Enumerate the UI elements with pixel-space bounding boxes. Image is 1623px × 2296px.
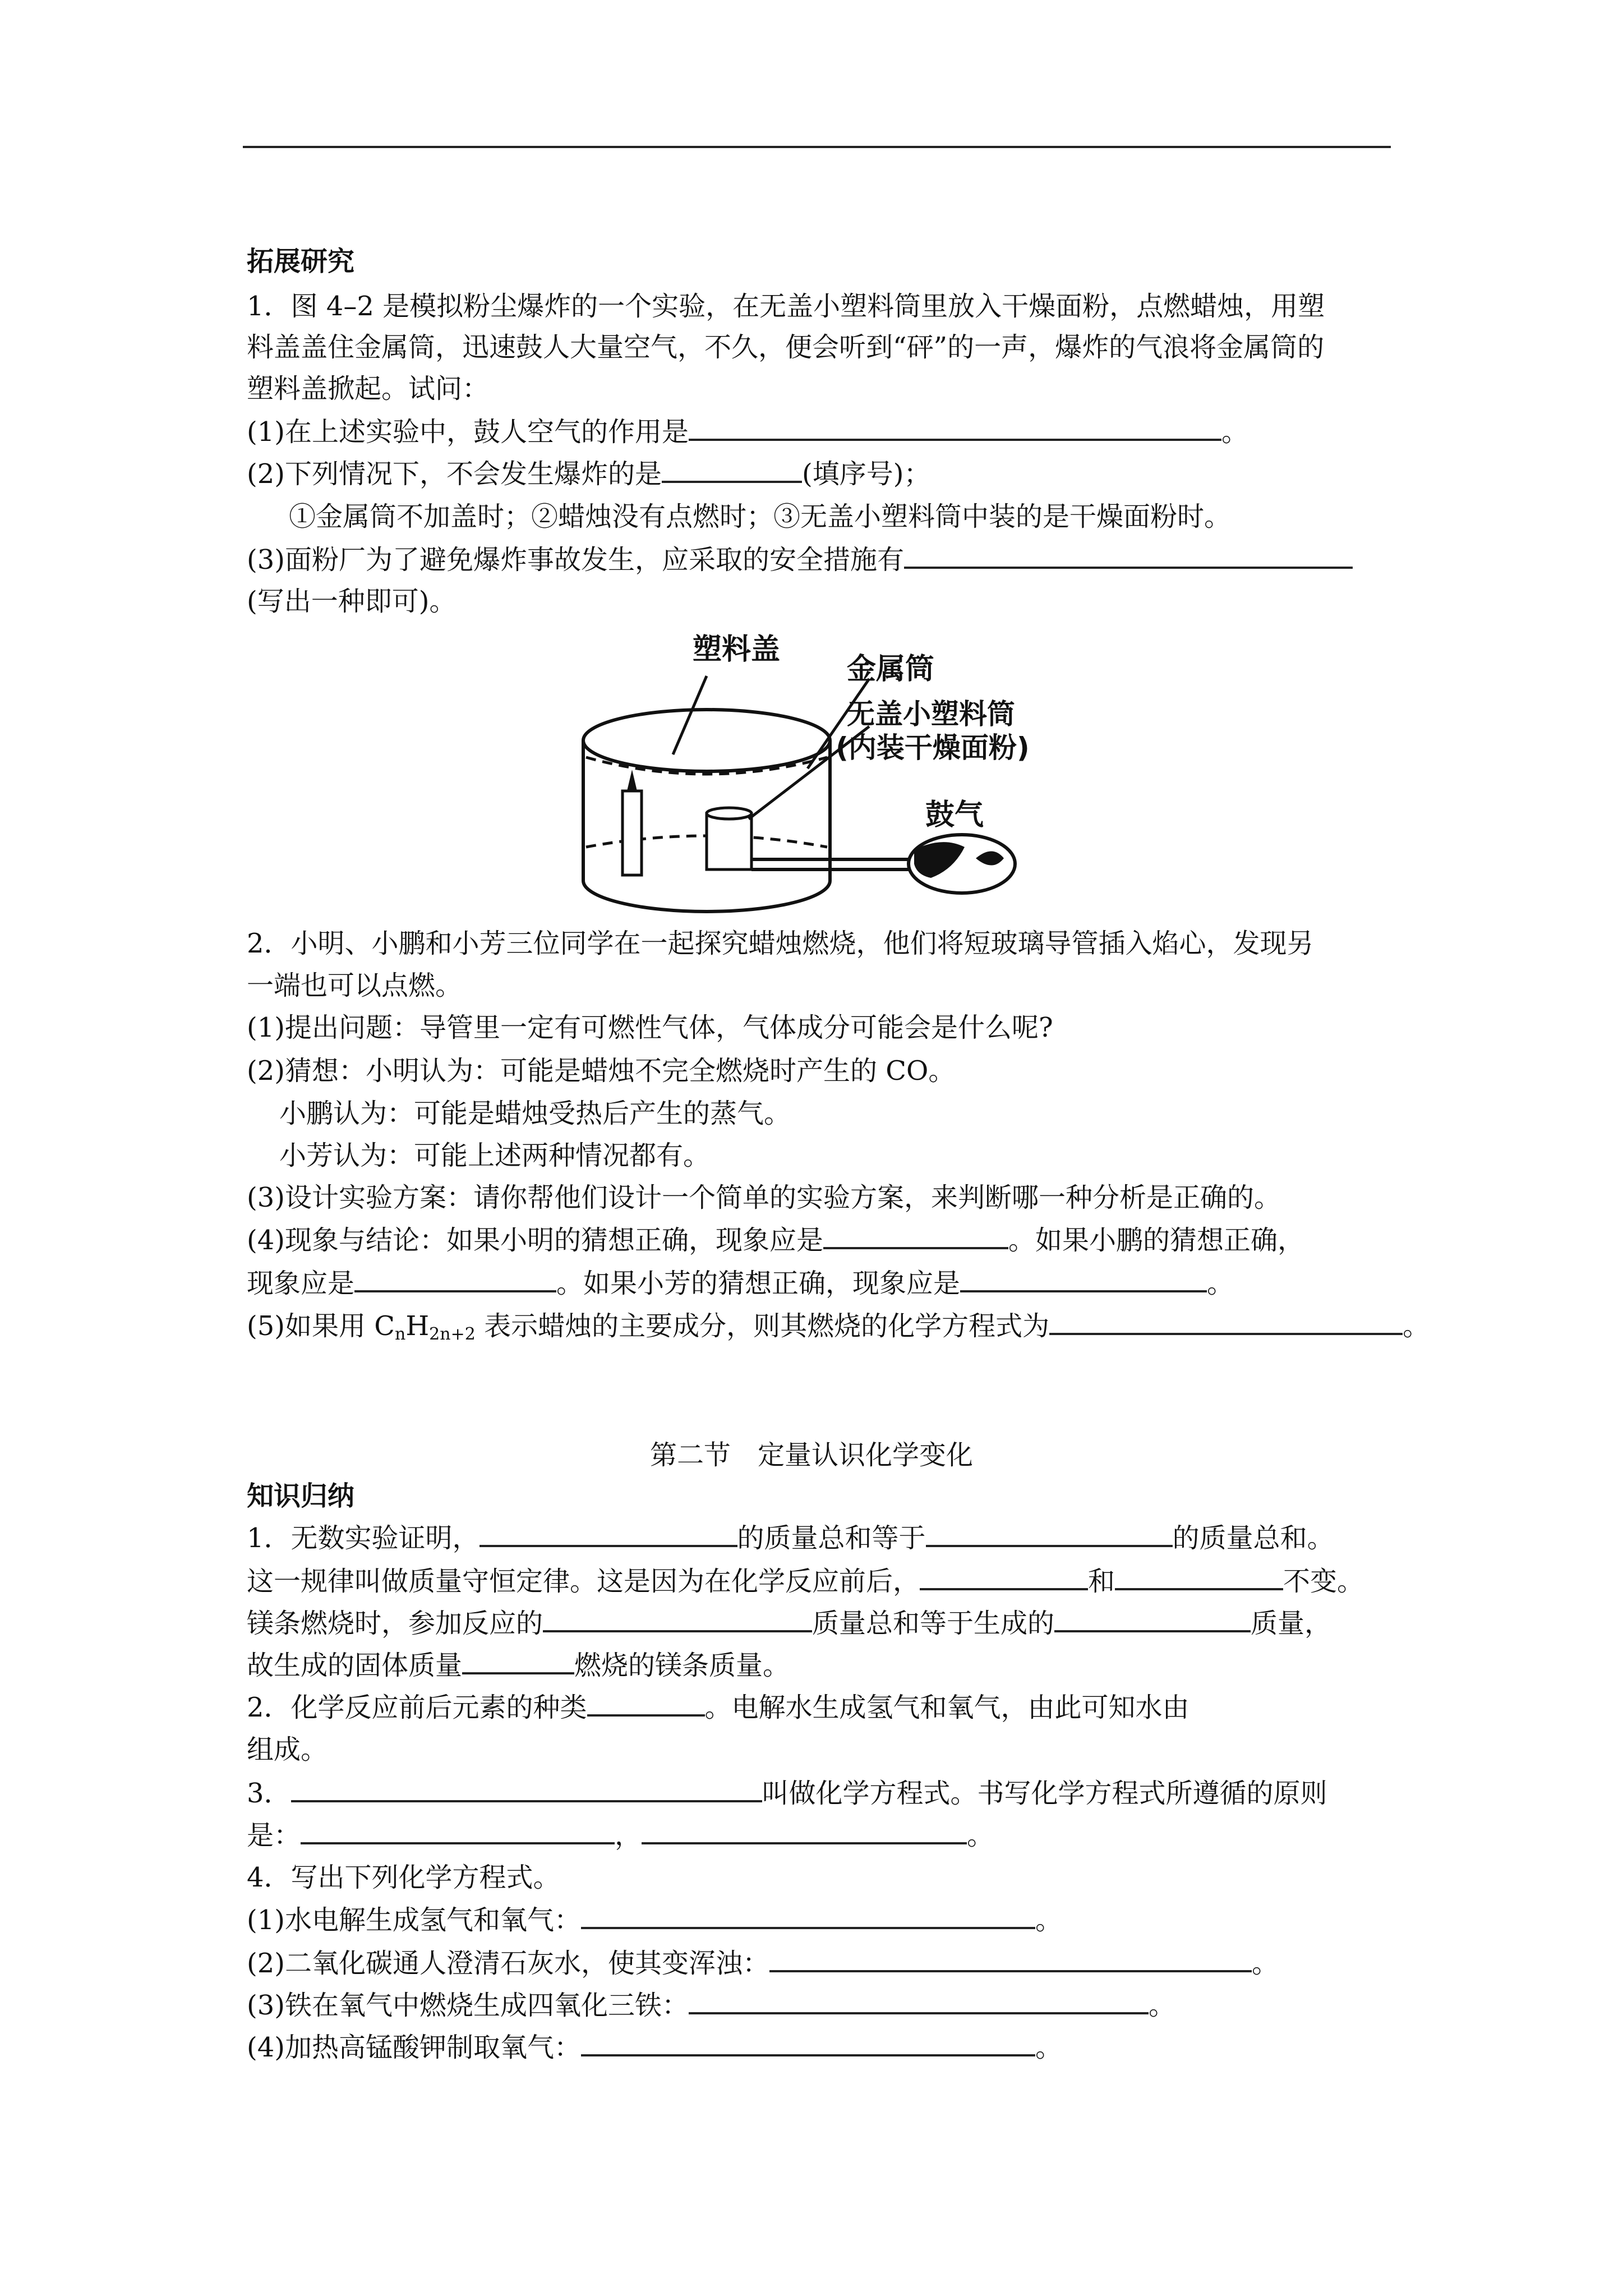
q1-part3-line2: (写出一种即可)。 — [247, 586, 457, 617]
k2-line2: 组成。 — [247, 1734, 328, 1765]
k4-heading: 4．写出下列化学方程式。 — [247, 1862, 560, 1893]
k1-line4: 故生成的固体质量 燃烧的镁条质量。 — [247, 1650, 790, 1681]
dust-explosion-figure — [572, 623, 1077, 914]
k4-item2: (2)二氧化碳通人澄清石灰水，使其变浑浊： 。 — [247, 1948, 1279, 1979]
candle — [623, 791, 642, 875]
section2-heading: 知识归纳 — [247, 1480, 355, 1512]
q1-line2: 料盖盖住金属筒，迅速鼓人大量空气，不久，便会听到“砰”的一声，爆炸的气浪将金属筒的 — [247, 332, 1325, 363]
k4-item1: (1)水电解生成氢气和氧气： 。 — [247, 1904, 1063, 1936]
answer-blank[interactable] — [920, 1565, 1088, 1590]
answer-blank[interactable] — [689, 1989, 1149, 2014]
q1-line3: 塑料盖掀起。试问： — [247, 373, 490, 404]
section-heading-extension: 拓展研究 — [247, 246, 355, 277]
answer-blank[interactable] — [689, 415, 1221, 441]
answer-blank[interactable] — [462, 1649, 574, 1674]
top-rule — [243, 146, 1391, 148]
q2-part4-line2: 现象应是 。如果小芳的猜想正确，现象应是 。 — [247, 1268, 1234, 1299]
answer-blank[interactable] — [581, 2031, 1035, 2056]
q2-part5: (5)如果用 $C_nH_{2n+2}$ 表示蜡烛的主要成分，则其燃烧的化学方程式为 。 — [247, 1310, 1430, 1344]
apparatus-diagram — [572, 623, 1077, 914]
label-metal-can: 金属筒 — [847, 652, 935, 686]
answer-blank[interactable] — [662, 457, 802, 483]
q1-part1: (1)在上述实验中，鼓人空气的作用是 。 — [247, 416, 1249, 448]
answer-blank[interactable] — [587, 1691, 705, 1717]
k3-line1: 3． 叫做化学方程式。书写化学方程式所遵循的原则 — [247, 1778, 1327, 1809]
section2-title: 第二节 定量认识化学变化 — [649, 1439, 973, 1471]
answer-blank[interactable] — [479, 1521, 737, 1547]
q2-part2-c: 小芳认为：可能上述两种情况都有。 — [279, 1140, 711, 1171]
q1-line1: 1．图 4–2 是模拟粉尘爆炸的一个实验，在无盖小塑料筒里放入干燥面粉，点燃蜡烛，用塑 — [247, 291, 1325, 322]
answer-blank[interactable] — [904, 543, 1353, 569]
q2-part2: (2)猜想：小明认为：可能是蜡烛不完全燃烧时产生的 CO。 — [247, 1055, 956, 1087]
q2-line2: 一端也可以点燃。 — [247, 970, 463, 1001]
k2-line1: 2．化学反应前后元素的种类 。电解水生成氢气和氧气，由此可知水由 — [247, 1692, 1189, 1723]
answer-blank[interactable] — [581, 1903, 1035, 1929]
answer-blank[interactable] — [960, 1267, 1207, 1292]
label-plastic-cup: 无盖小塑料筒 — [847, 698, 1015, 730]
answer-blank[interactable] — [823, 1223, 1008, 1249]
k1-line3: 镁条燃烧时，参加反应的 质量总和等于生成的 质量， — [247, 1608, 1332, 1639]
answer-blank[interactable] — [354, 1267, 556, 1292]
label-air-pump: 鼓气 — [925, 798, 984, 832]
q1-part3: (3)面粉厂为了避免爆炸事故发生，应采取的安全措施有 — [247, 543, 1353, 576]
plastic-cup — [707, 813, 751, 869]
q2-part4: (4)现象与结论：如果小明的猜想正确，现象应是 。如果小鹏的猜想正确， — [247, 1225, 1305, 1256]
q1-part2-options: ①金属筒不加盖时；②蜡烛没有点燃时；③无盖小塑料筒中装的是干燥面粉时。 — [289, 501, 1232, 532]
answer-blank[interactable] — [1054, 1607, 1251, 1632]
can-bottom-arc — [583, 881, 830, 912]
q2-part3: (3)设计实验方案：请你帮他们设计一个简单的实验方案，来判断哪一种分析是正确的。 — [247, 1182, 1281, 1213]
label-flour-inside: (内装干燥面粉) — [836, 731, 1030, 764]
q2-part2-b: 小鹏认为：可能是蜡烛受热后产生的蒸气。 — [279, 1098, 791, 1129]
k1-line1: 1．无数实验证明， 的质量总和等于 的质量总和。 — [247, 1522, 1334, 1554]
answer-blank[interactable] — [769, 1947, 1252, 1972]
answer-blank[interactable] — [1115, 1565, 1283, 1590]
answer-blank[interactable] — [1049, 1309, 1403, 1335]
answer-blank[interactable] — [291, 1777, 762, 1802]
k4-item4: (4)加热高锰酸钾制取氧气： 。 — [247, 2032, 1063, 2063]
q2-line1: 2．小明、小鹏和小芳三位同学在一起探究蜡烛燃烧，他们将短玻璃导管插入焰心，发现另 — [247, 928, 1314, 959]
label-plastic-lid: 塑料盖 — [693, 633, 781, 666]
k4-item3: (3)铁在氧气中燃烧生成四氧化三铁： 。 — [247, 1990, 1176, 2021]
candle-flame — [627, 770, 637, 791]
answer-blank[interactable] — [926, 1521, 1173, 1547]
answer-blank[interactable] — [543, 1607, 812, 1632]
answer-blank[interactable] — [642, 1819, 967, 1844]
answer-blank[interactable] — [301, 1819, 615, 1844]
k1-line2: 这一规律叫做质量守恒定律。这是因为在化学反应前后， 和 不变。 — [247, 1566, 1364, 1597]
can-top-ellipse — [583, 710, 830, 771]
k3-line2: 是： ， 。 — [247, 1820, 994, 1851]
q2-part1: (1)提出问题：导管里一定有可燃性气体，气体成分可能会是什么呢? — [247, 1012, 1053, 1043]
q1-part2: (2)下列情况下，不会发生爆炸的是 (填序号)； — [247, 458, 931, 490]
